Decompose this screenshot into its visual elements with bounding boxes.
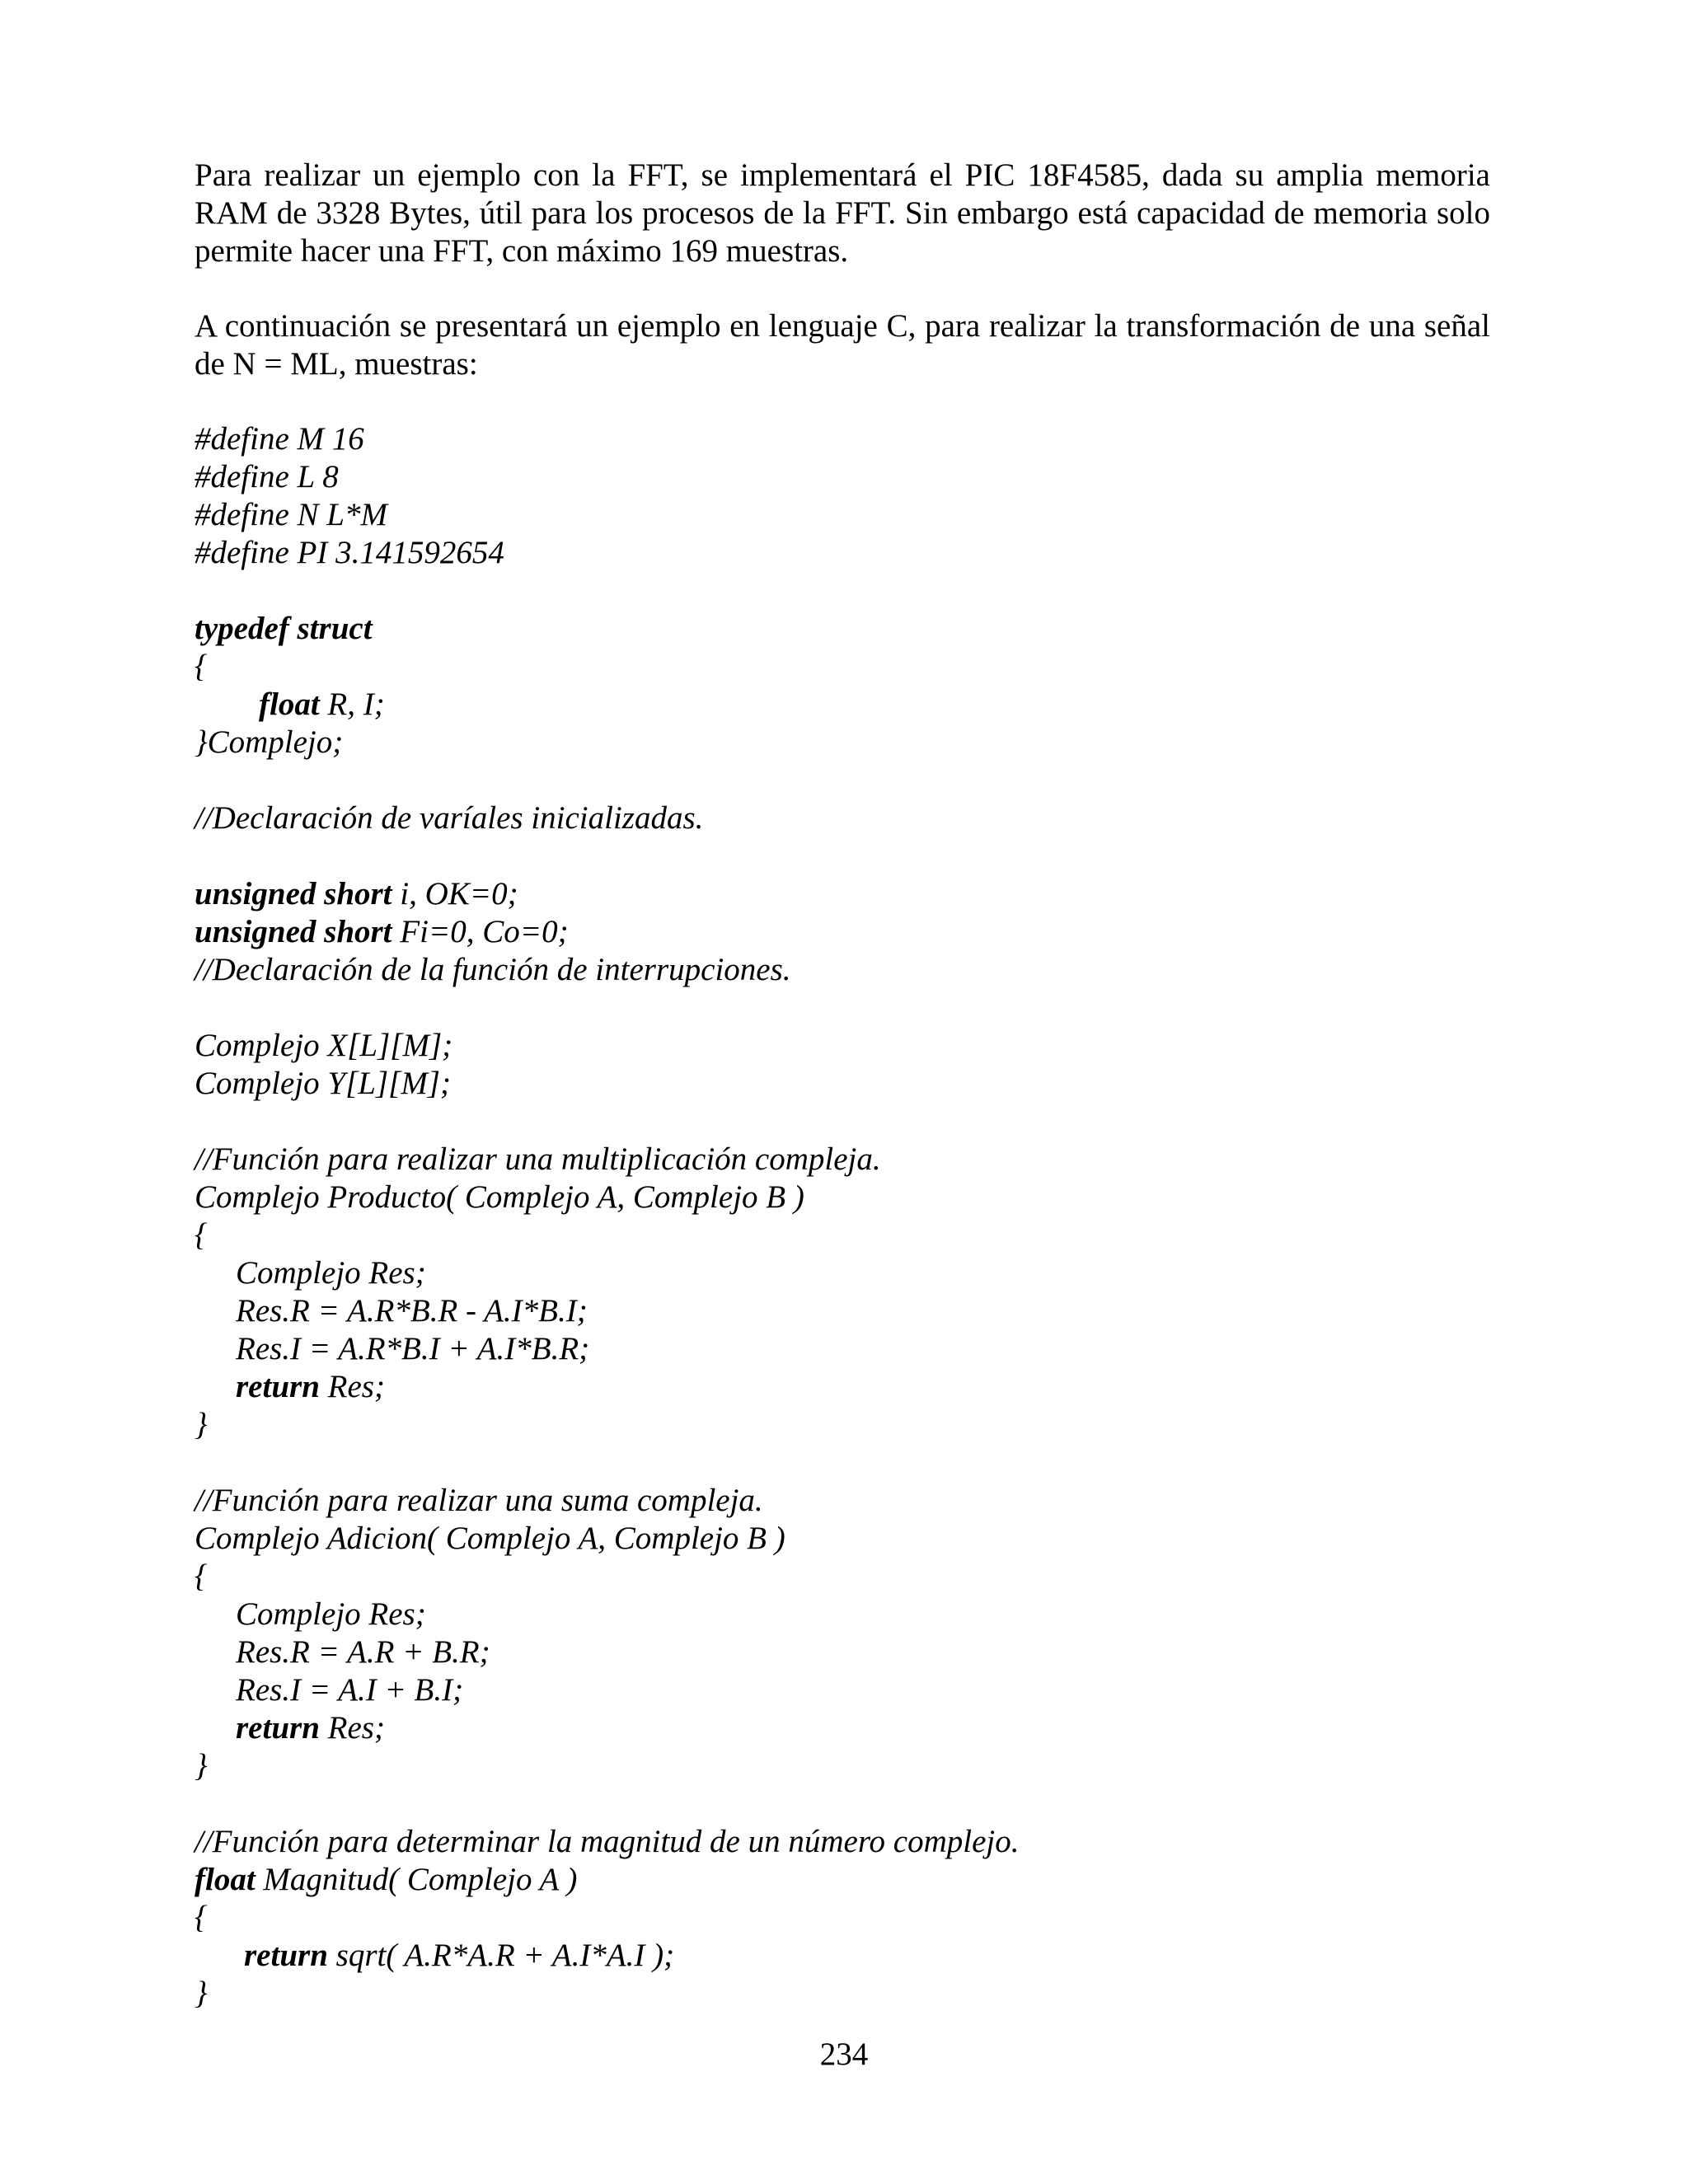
code-line-decl-x: Complejo X[L][M]; xyxy=(195,1028,453,1063)
code-line-var-decl-1 xyxy=(195,875,1020,913)
code-line-magnitud-signature xyxy=(195,1861,1020,1899)
code-keyword-return: return xyxy=(236,1369,320,1404)
code-line-brace-open: { xyxy=(195,649,208,684)
code-line-return xyxy=(195,1709,1020,1747)
code-blank-line xyxy=(195,1444,1020,1482)
code-comment-product: //Función para realizar una multiplicación compleja. xyxy=(195,1141,881,1177)
intro-paragraph: Para realizar un ejemplo con la FFT, se implementará el PIC 18F4585, dada su amplia memoria RAM de 3328 Bytes, útil para los procesos de la FFT. Sin embargo está capacidad de memoria solo permite hacer una FFT, con máximo 169 muestras. xyxy=(195,157,1490,269)
code-comment-vars: //Declaración de varíales inicializadas. xyxy=(195,800,704,836)
code-line-adicion-r: Res.R = A.R + B.R; xyxy=(236,1634,490,1670)
code-line-producto-r: Res.R = A.R*B.R - A.I*B.I; xyxy=(236,1293,588,1329)
code-line-define-m: #define M 16 xyxy=(195,421,364,457)
code-blank-line xyxy=(195,989,1020,1027)
code-blank-line xyxy=(195,572,1020,610)
code-blank-line xyxy=(195,762,1020,799)
code-line-return xyxy=(195,1368,1020,1406)
code-line-define-l: #define L 8 xyxy=(195,459,339,494)
code-keyword-float: float xyxy=(259,687,320,722)
page-number: 234 xyxy=(819,2036,869,2072)
code-line-struct-members xyxy=(195,686,1020,724)
code-line-producto-signature: Complejo Producto( Complejo A, Complejo B ) xyxy=(195,1179,804,1215)
code-return-value: Res; xyxy=(319,1369,385,1404)
code-line-brace-close: } xyxy=(195,1975,208,2011)
code-comment-magnitude: //Función para determinar la magnitud de un número complejo. xyxy=(195,1824,1020,1859)
code-line-decl-y: Complejo Y[L][M]; xyxy=(195,1066,451,1101)
code-var-list: Fi=0, Co=0; xyxy=(392,914,569,949)
code-line-adicion-res: Complejo Res; xyxy=(236,1596,426,1632)
code-line-var-decl-2 xyxy=(195,913,1020,951)
code-function-signature: Magnitud( Complejo A ) xyxy=(255,1862,578,1897)
code-line-typedef: typedef struct xyxy=(195,611,373,646)
code-line-brace-open: { xyxy=(195,1217,208,1253)
code-keyword-unsigned-short: unsigned short xyxy=(195,914,392,949)
code-blank-line xyxy=(195,1785,1020,1823)
example-intro-paragraph: A continuación se presentará un ejemplo en lenguaje C, para realizar la transformación de una señal de N = ML, muestras: xyxy=(195,308,1490,382)
code-line-adicion-i: Res.I = A.I + B.I; xyxy=(236,1672,464,1708)
code-return-value: Res; xyxy=(319,1710,385,1746)
code-line-define-n: #define N L*M xyxy=(195,497,387,532)
code-line-brace-close: } xyxy=(195,1748,208,1783)
code-members: R, I; xyxy=(319,687,385,722)
code-return-value: sqrt( A.R*A.R + A.I*A.I ); xyxy=(327,1938,675,1973)
code-line-adicion-signature: Complejo Adicion( Complejo A, Complejo B ) xyxy=(195,1521,785,1556)
code-line-define-pi: #define PI 3.141592654 xyxy=(195,535,504,570)
code-line-struct-end: }Complejo; xyxy=(195,724,344,760)
code-line-return-sqrt xyxy=(195,1937,1020,1975)
code-comment-sum: //Función para realizar una suma compleja. xyxy=(195,1483,763,1518)
code-line-producto-res: Complejo Res; xyxy=(236,1255,426,1291)
code-line-brace-open: { xyxy=(195,1558,208,1594)
code-comment-interrupts: //Declaración de la función de interrupciones. xyxy=(195,952,791,987)
code-keyword-unsigned-short: unsigned short xyxy=(195,876,392,912)
code-line-brace-close: } xyxy=(195,1407,208,1442)
code-var-list: i, OK=0; xyxy=(392,876,518,912)
code-line-brace-open: { xyxy=(195,1900,208,1935)
code-blank-line xyxy=(195,837,1020,875)
code-keyword-return: return xyxy=(236,1710,320,1746)
code-line-producto-i: Res.I = A.R*B.I + A.I*B.R; xyxy=(236,1331,590,1366)
code-listing xyxy=(195,420,1020,2013)
code-blank-line xyxy=(195,1103,1020,1141)
code-keyword-float: float xyxy=(195,1862,256,1897)
code-keyword-return: return xyxy=(244,1938,328,1973)
